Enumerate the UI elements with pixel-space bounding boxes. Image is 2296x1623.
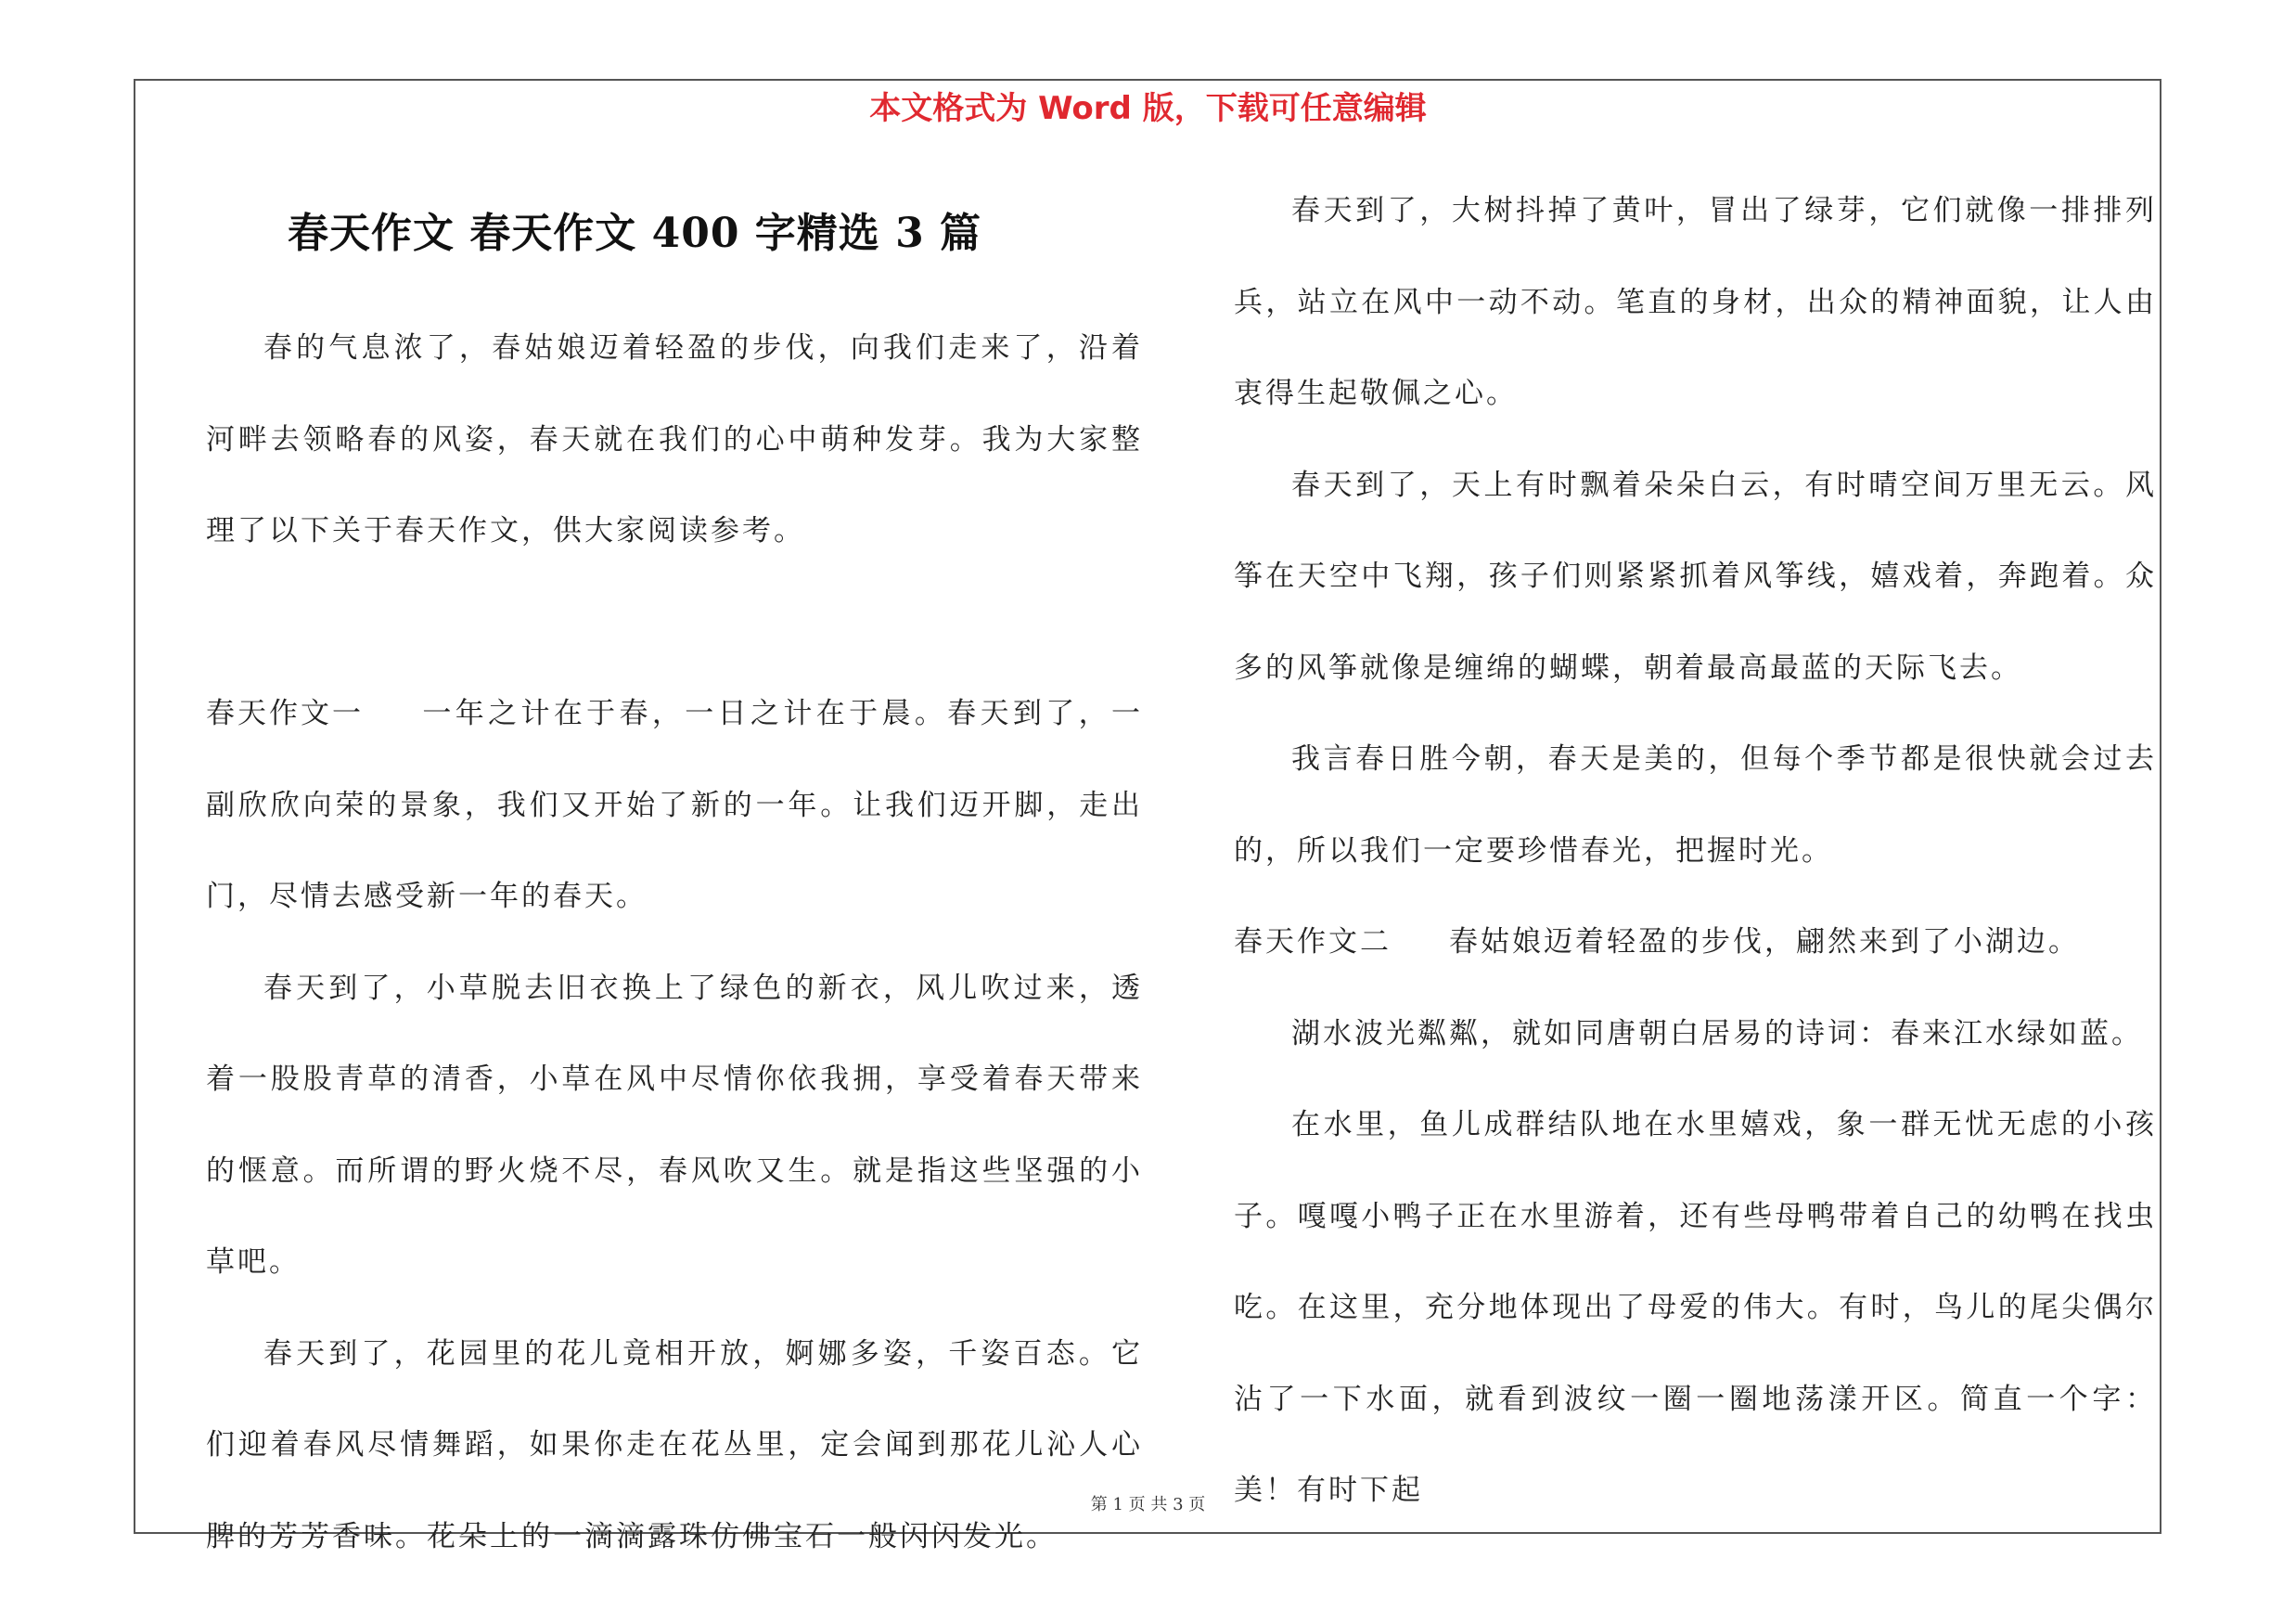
trees-paragraph: 春天到了，大树抖掉了黄叶，冒出了绿芽，它们就像一排排列兵，站立在风中一动不动。笔直的身材，出众的精神面貌，让人由衷得生起敬佩之心。 [1234,194,2157,410]
fish-paragraph: 在水里，鱼儿成群结队地在水里嬉戏，象一群无忧无虑的小孩子。嘎嘎小鸭子正在水里游着，还有些母鸭带着自己的幼鸭在找虫吃。在这里，充分地体现出了母爱的伟大。有时，鸟儿的尾尖偶尔沾了一下水面，就看到波纹一圈一圈地荡漾开区。简直一个字：美！有时下起 [1234,1108,2157,1507]
document-title: 春天作文 春天作文 400 字精选 3 篇 [287,210,982,257]
right-column [1234,165,2157,1537]
section-two-label: 春天作文二 [1234,925,1392,959]
section-one-paragraph [206,668,1143,943]
spacer [206,577,1143,669]
conclusion-paragraph: 我言春日胜今朝，春天是美的，但每个季节都是很快就会过去的，所以我们一定要珍惜春光，把握时光。 [1234,742,2157,868]
lake-paragraph: 湖水波光粼粼，就如同唐朝白居易的诗词：春来江水绿如蓝。 [1291,1016,2143,1050]
section-one-label: 春天作文一 [206,697,364,730]
section-two-text: 春姑娘迈着轻盈的步伐，翩然来到了小湖边。 [1449,925,2080,959]
header-banner: 本文格式为 Word 版，下载可任意编辑 [869,90,1427,127]
sky-paragraph: 春天到了，天上有时飘着朵朵白云，有时晴空间万里无云。风筝在天空中飞翔，孩子们则紧紧抓着风筝线，嬉戏着，奔跑着。众多的风筝就像是缠绵的蝴蝶，朝着最高最蓝的天际飞去。 [1234,468,2157,685]
page-indicator: 第 1 页 共 3 页 [1090,1495,1206,1514]
section-two-paragraph [1234,896,2157,988]
section-one-text: 一年之计在于春，一日之计在于晨。春天到了，一副欣欣向荣的景象，我们又开始了新的一年。让我们迈开脚，走出门，尽情去感受新一年的春天。 [206,697,1143,913]
flowers-paragraph: 春天到了，花园里的花儿竟相开放，婀娜多姿，千姿百态。它们迎着春风尽情舞蹈，如果你走在花丛里，定会闻到那花儿沁人心脾的芳芳香味。花朵上的一滴滴露珠仿佛宝石一般闪闪发光。 [206,1336,1143,1553]
intro-paragraph: 春的气息浓了，春姑娘迈着轻盈的步伐，向我们走来了，沿着河畔去领略春的风姿，春天就在我们的心中萌种发芽。我为大家整理了以下关于春天作文，供大家阅读参考。 [206,331,1143,547]
left-column [206,303,1143,1582]
grass-paragraph: 春天到了，小草脱去旧衣换上了绿色的新衣，风儿吹过来，透着一股股青草的清香，小草在风中尽情你依我拥，享受着春天带来的惬意。而所谓的野火烧不尽，春风吹又生。就是指这些坚强的小草吧。 [206,971,1143,1279]
